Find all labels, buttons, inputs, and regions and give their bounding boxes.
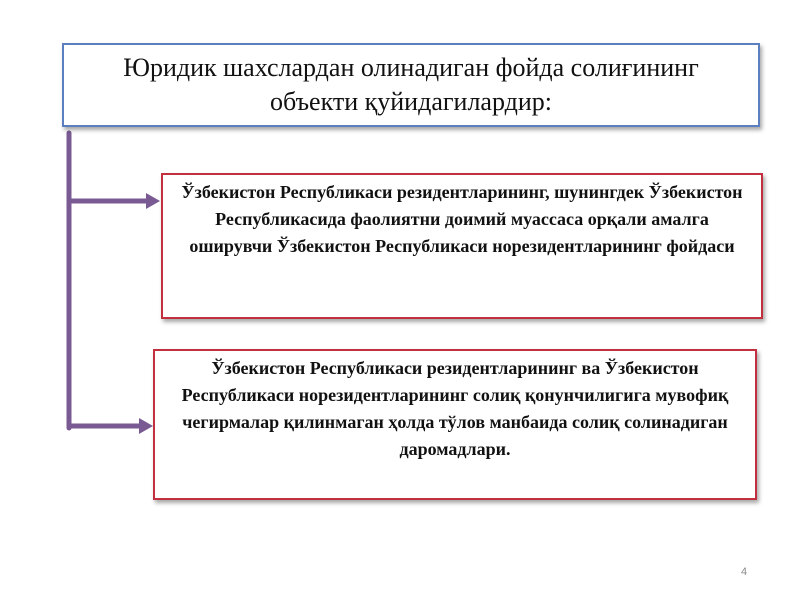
- arrowhead-2: [139, 418, 153, 434]
- item-box-1: [161, 173, 763, 319]
- title-box: [62, 43, 760, 127]
- item-box-2: [153, 349, 757, 500]
- title-text: Юридик шахслардан олинадиган фойда солиғининг объекти қуйидагилардир:: [123, 53, 699, 116]
- arrowhead-1: [146, 193, 160, 209]
- page-number: 4: [741, 566, 748, 578]
- item-text-2: Ўзбекистон Республикаси резидентларининг ва Ўзбекистон Республикаси норезидентларининг солиқ қонунчилигига мувофиқ чегирмалар қилинмаган ҳолда тўлов манбаида солиқ солинадиган даромадлари.: [181, 358, 729, 459]
- item-text-1: Ўзбекистон Республикаси резидентларининг, шунингдек Ўзбекистон Республикасида фаолиятни доимий муассаса орқали амалга оширувчи Ўзбекистон Республикаси норезидентларининг фойдаси: [181, 182, 743, 256]
